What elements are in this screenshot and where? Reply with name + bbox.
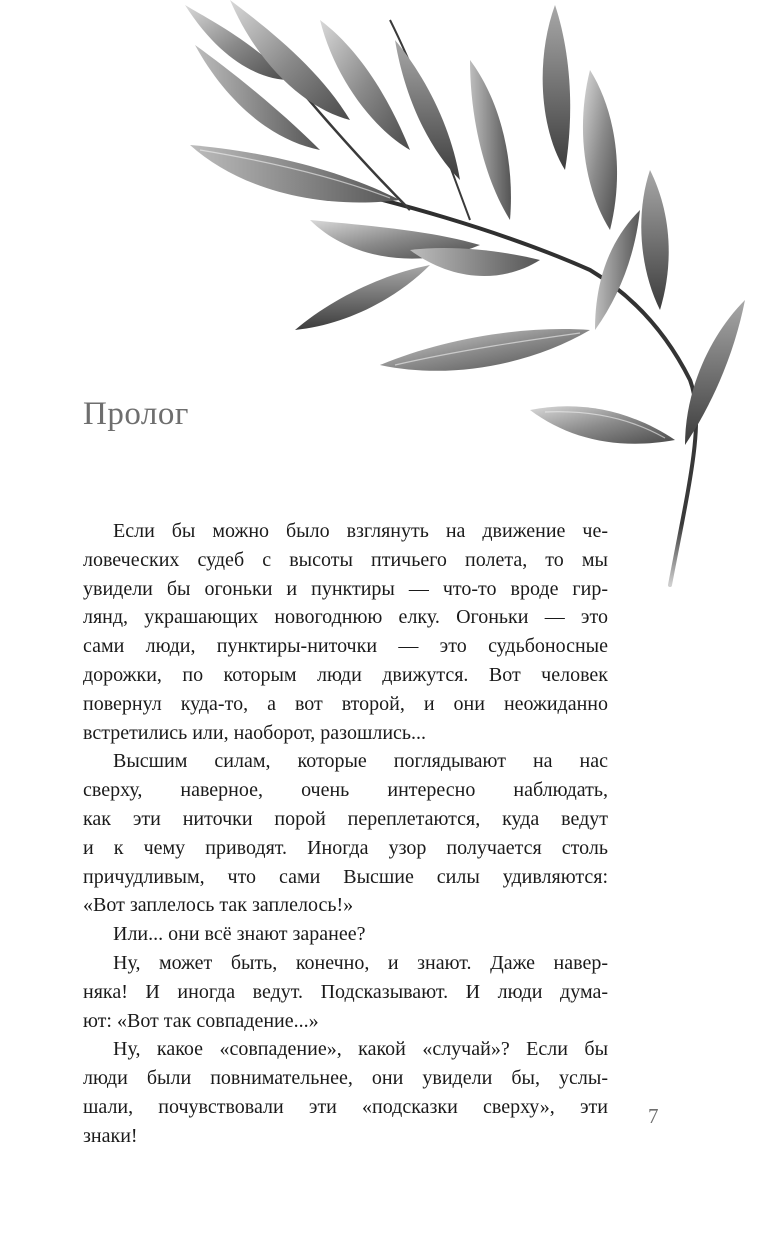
paragraph bbox=[83, 1035, 608, 1150]
text-line: Ну, может быть, конечно, и знают. Даже навер- bbox=[113, 951, 608, 974]
paragraph bbox=[83, 949, 608, 1035]
text-line: встретились или, наоборот, разошлись... bbox=[83, 721, 427, 744]
text-line: сами люди, пунктиры-ниточки — это судьбоносные bbox=[83, 635, 608, 658]
text-line: знаки! bbox=[83, 1124, 138, 1147]
text-line: ловеческих судеб с высоты птичьего полета, то мы bbox=[83, 548, 608, 571]
page-number: 7 bbox=[648, 1104, 659, 1128]
text-line: Если бы можно было взглянуть на движение че- bbox=[113, 520, 608, 542]
paragraph bbox=[83, 920, 608, 949]
text-line: как эти ниточки порой переплетаются, куда ведут bbox=[83, 807, 608, 830]
text-line: лянд, украшающих новогоднюю елку. Огоньки — это bbox=[83, 606, 608, 629]
leaf-branch-illustration bbox=[170, 0, 768, 590]
text-line: сверху, наверное, очень интересно наблюдать, bbox=[83, 779, 608, 802]
text-line: шали, почувствовали эти «подсказки сверху», эти bbox=[83, 1095, 608, 1118]
text-line: дорожки, по которым люди движутся. Вот человек bbox=[83, 663, 608, 686]
text-line: причудливым, что сами Высшие силы удивляются: bbox=[83, 865, 608, 888]
text-line: няка! И иногда ведут. Подсказывают. И люди дума- bbox=[83, 980, 608, 1003]
text-line: увидели бы огоньки и пунктиры — что-то вроде гир- bbox=[83, 577, 608, 600]
chapter-title: Пролог bbox=[83, 396, 189, 432]
paragraph bbox=[83, 517, 608, 747]
text-line: «Вот заплелось так заплелось!» bbox=[83, 894, 354, 917]
paragraph bbox=[83, 747, 608, 920]
text-line: ют: «Вот так совпадение...» bbox=[83, 1009, 319, 1032]
chapter-body bbox=[83, 517, 608, 1151]
text-line: и к чему приводят. Иногда узор получается столь bbox=[83, 836, 608, 859]
text-line: люди были повнимательнее, они увидели бы, услы- bbox=[83, 1067, 608, 1090]
text-line: Или... они всё знают заранее? bbox=[113, 923, 366, 946]
text-line: Высшим силам, которые поглядывают на нас bbox=[113, 750, 608, 773]
text-line: повернул куда-то, а вот второй, и они неожиданно bbox=[83, 692, 608, 715]
text-line: Ну, какое «совпадение», какой «случай»? Если бы bbox=[113, 1038, 608, 1061]
